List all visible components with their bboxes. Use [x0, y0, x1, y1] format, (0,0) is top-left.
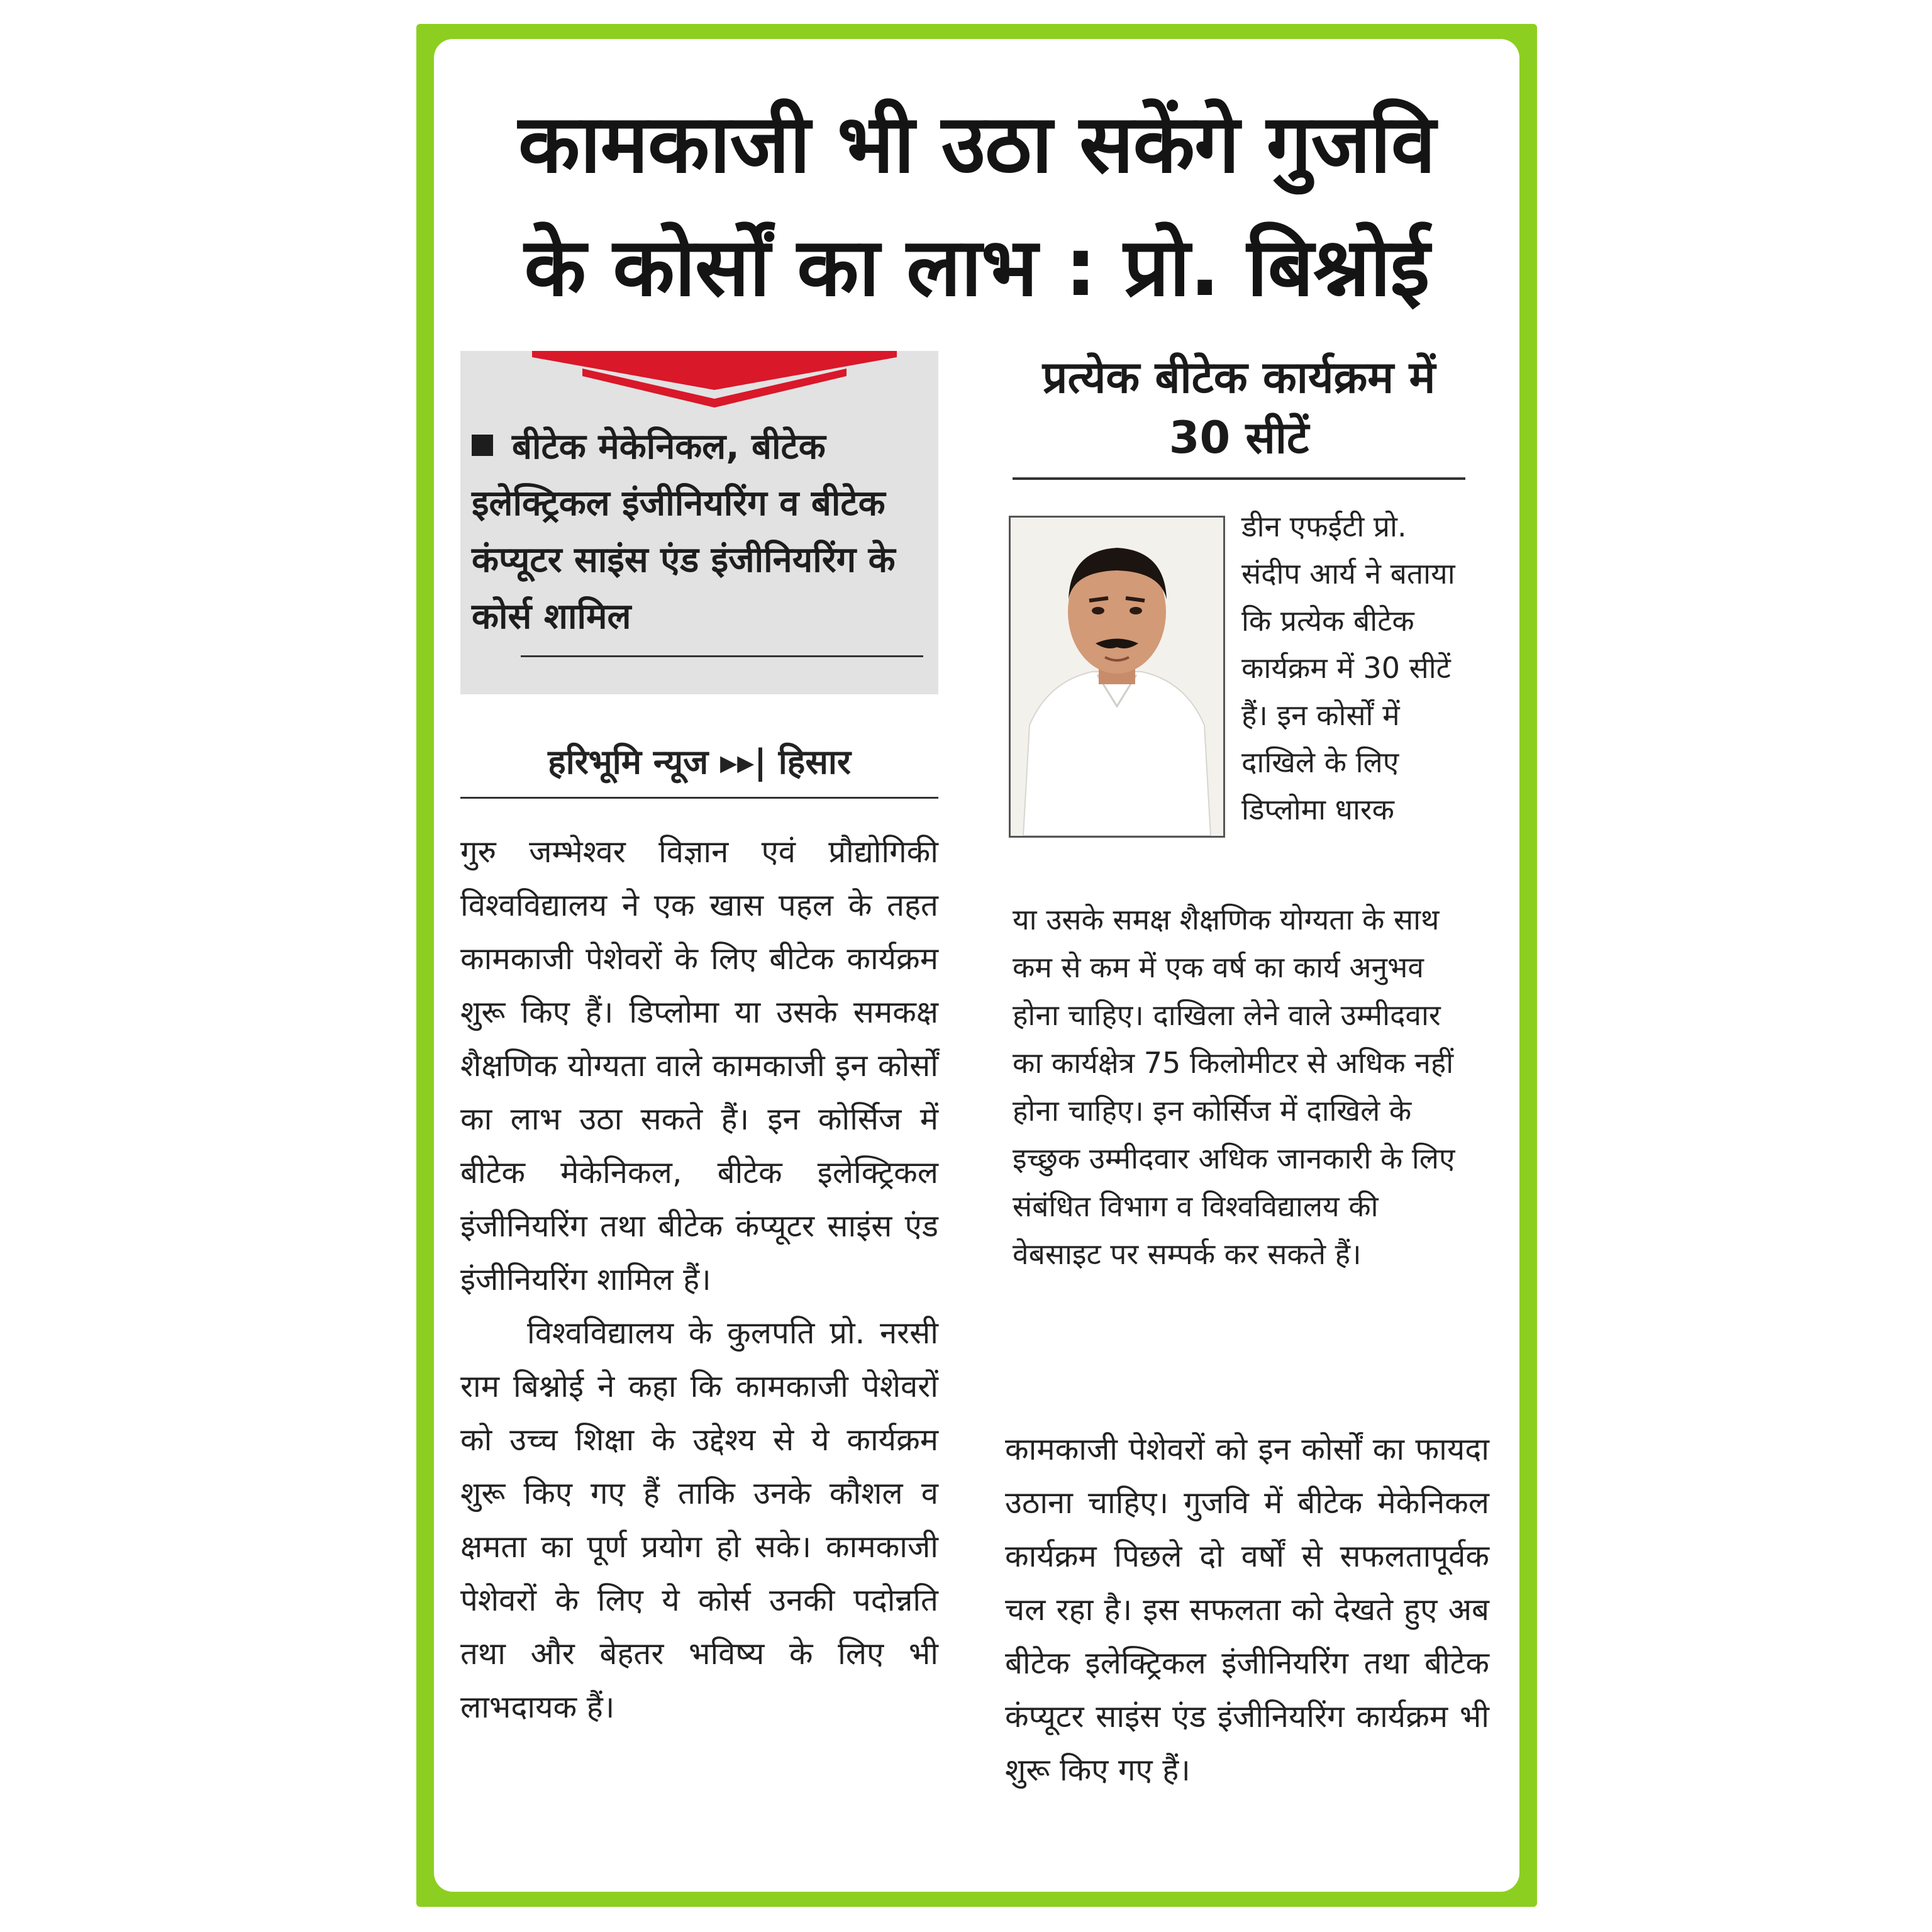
sidebar-text-beside-photo: डीन एफईटी प्रो. संदीप आर्य ने बताया कि प्रत्येक बीटेक कार्यक्रम में 30 सीटें हैं। इन कोर्सों में दाखिले के लिए डिप्लोमा धारक	[1241, 509, 1455, 826]
headline-line-1: कामकाजी भी उठा सकेंगे गुजवि	[518, 97, 1435, 191]
highlight-box	[460, 351, 938, 694]
portrait-drawing	[1011, 518, 1223, 836]
red-chevron-icon	[532, 351, 897, 408]
body-paragraph-1: गुरु जम्भेश्वर विज्ञान एवं प्रौद्योगिकी विश्वविद्यालय ने एक खास पहल के तहत कामकाजी पेशेवरों के लिए बीटेक कार्यक्रम शुरू किए हैं। डिप्लोमा या उसके समकक्ष शैक्षणिक योग्यता वाले कामकाजी इन कोर्सों का लाभ उठा सकते हैं। इन कोर्सिज में बीटेक मेकेनिकल, बीटेक इलेक्ट्रिकल इंजीनियरिंग तथा बीटेक कंप्यूटर साइंस एंड इंजीनियरिंग शामिल हैं।	[460, 834, 938, 1297]
highlight-divider	[521, 655, 923, 657]
sidebar-headline: प्रत्येक बीटेक कार्यक्रम में 30 सीटें	[1042, 352, 1436, 464]
highlight-text: बीटेक मेकेनिकल, बीटेक इलेक्ट्रिकल इंजीनियरिंग व बीटेक कंप्यूटर साइंस एंड इंजीनियरिंग के कोर्स शामिल	[472, 426, 896, 637]
person-portrait	[1009, 516, 1225, 838]
sidebar-headline-divider	[1013, 477, 1465, 480]
article-body-right: कामकाजी पेशेवरों को इन कोर्सों का फायदा उठाना चाहिए। गुजवि में बीटेक मेकेनिकल कार्यक्रम पिछले दो वर्षों से सफलतापूर्वक चल रहा है। इस सफलता को देखते हुए अब बीटेक इलेक्ट्रिकल इंजीनियरिंग तथा बीटेक कंप्यूटर साइंस एंड इंजीनियरिंग कार्यक्रम भी शुरू किए गए हैं।	[1005, 1431, 1489, 1788]
body-paragraph-2: विश्वविद्यालय के कुलपति प्रो. नरसी राम बिश्नोई ने कहा कि कामकाजी पेशेवरों को उच्च शिक्षा के उद्देश्य से ये कार्यक्रम शुरू किए गए हैं ताकि उनके कौशल व क्षमता का पूर्ण प्रयोग हो सके। कामकाजी पेशेवरों के लिए ये कोर्स उनकी पदोन्नति तथा और बेहतर भविष्य के लिए भी लाभदायक हैं।	[460, 1315, 938, 1725]
byline: हरिभूमि न्यूज ▸▸| हिसार	[548, 742, 851, 782]
sidebar-text-below-photo: या उसके समक्ष शैक्षणिक योग्यता के साथ कम से कम में एक वर्ष का कार्य अनुभव होना चाहिए। दाखिला लेने वाले उम्मीदवार का कार्यक्षेत्र 75 किलोमीटर से अधिक नहीं होना चाहिए। इन कोर्सिज में दाखिले के इच्छुक उम्मीदवार अधिक जानकारी के लिए संबंधित विभाग व विश्वविद्यालय की वेबसाइट पर सम्पर्क कर सकते हैं।	[1013, 902, 1455, 1271]
square-bullet-icon	[472, 435, 493, 456]
byline-divider	[460, 797, 938, 799]
headline	[459, 83, 1494, 330]
article-body-left	[460, 825, 938, 1734]
headline-line-2: के कोर्सों का लाभ : प्रो. बिश्नोई	[524, 221, 1430, 314]
newspaper-clipping	[434, 39, 1519, 1892]
highlight-text-block	[472, 419, 924, 645]
